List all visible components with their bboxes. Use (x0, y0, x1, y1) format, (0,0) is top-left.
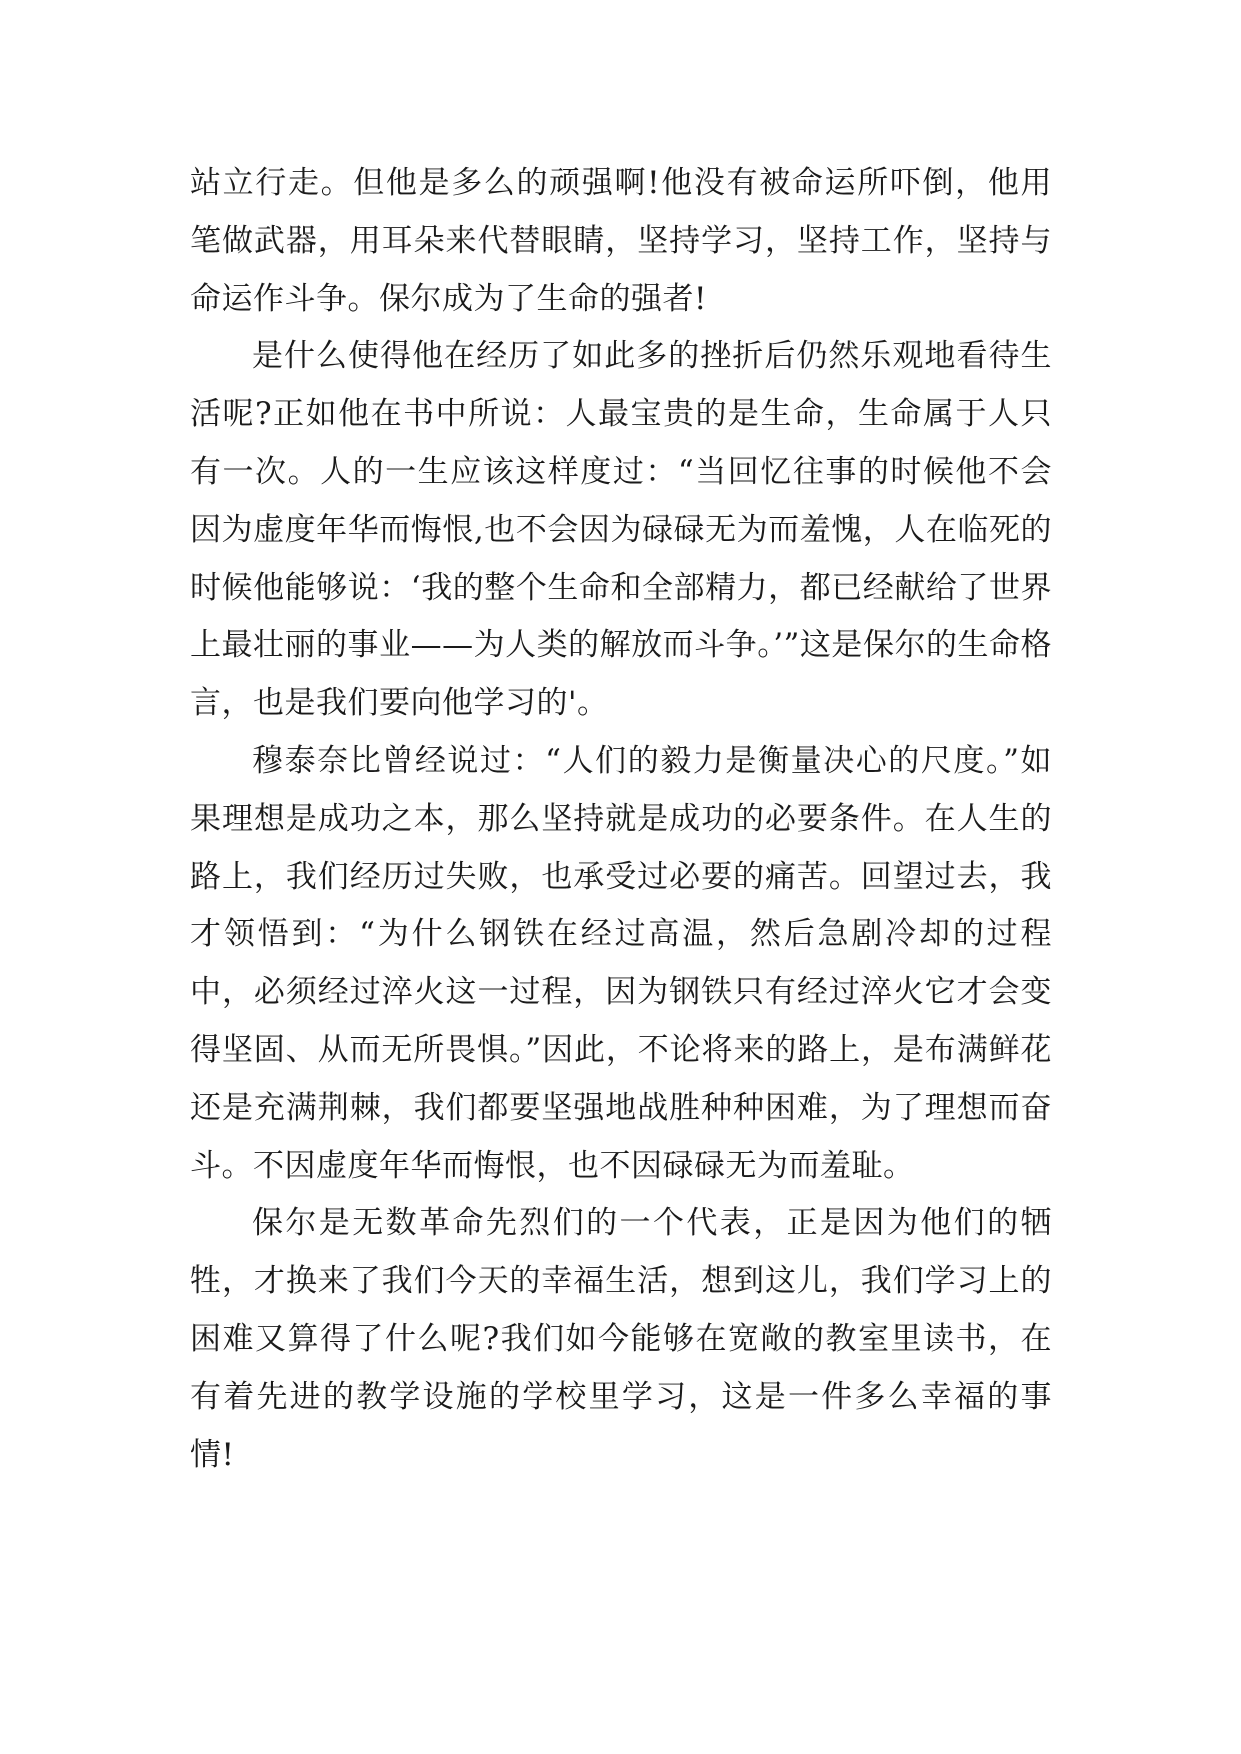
paragraph-1: 站立行走。但他是多么的顽强啊!他没有被命运所吓倒，他用笔做武器，用耳朵来代替眼睛，坚持学习，坚持工作，坚持与命运作斗争。保尔成为了生命的强者! (190, 165, 1052, 317)
paragraph-3: 穆泰奈比曾经说过：“人们的毅力是衡量决心的尺度。”如果理想是成功之本，那么坚持就是成功的必要条件。在人生的路上，我们经历过失败，也承受过必要的痛苦。回望过去，我才领悟到：“为什么钢铁在经过高温，然后急剧冷却的过程中，必须经过淬火这一过程，因为钢铁只有经过淬火它才会变得坚固、从而无所畏惧。”因此，不论将来的路上，是布满鲜花还是充满荆棘，我们都要坚强地战胜种种困难，为了理想而奋斗。不因虚度年华而悔恨，也不因碌碌无为而羞耻。 (190, 742, 1052, 1184)
document-page (190, 155, 1052, 1484)
paragraph-2: 是什么使得他在经历了如此多的挫折后仍然乐观地看待生活呢?正如他在书中所说：人最宝贵的是生命，生命属于人只有一次。人的一生应该这样度过：“当回忆往事的时候他不会因为虚度年华而悔恨,也不会因为碌碌无为而羞愧，人在临死的时候他能够说：‘我的整个生命和全部精力，都已经献给了世界上最壮丽的事业——为人类的解放而斗争。’”这是保尔的生命格言，也是我们要向他学习的'。 (190, 338, 1052, 722)
paragraph-4: 保尔是无数革命先烈们的一个代表，正是因为他们的牺牲，才换来了我们今天的幸福生活，想到这儿，我们学习上的困难又算得了什么呢?我们如今能够在宽敞的教室里读书，在有着先进的教学设施的学校里学习，这是一件多么幸福的事情! (190, 1205, 1052, 1473)
